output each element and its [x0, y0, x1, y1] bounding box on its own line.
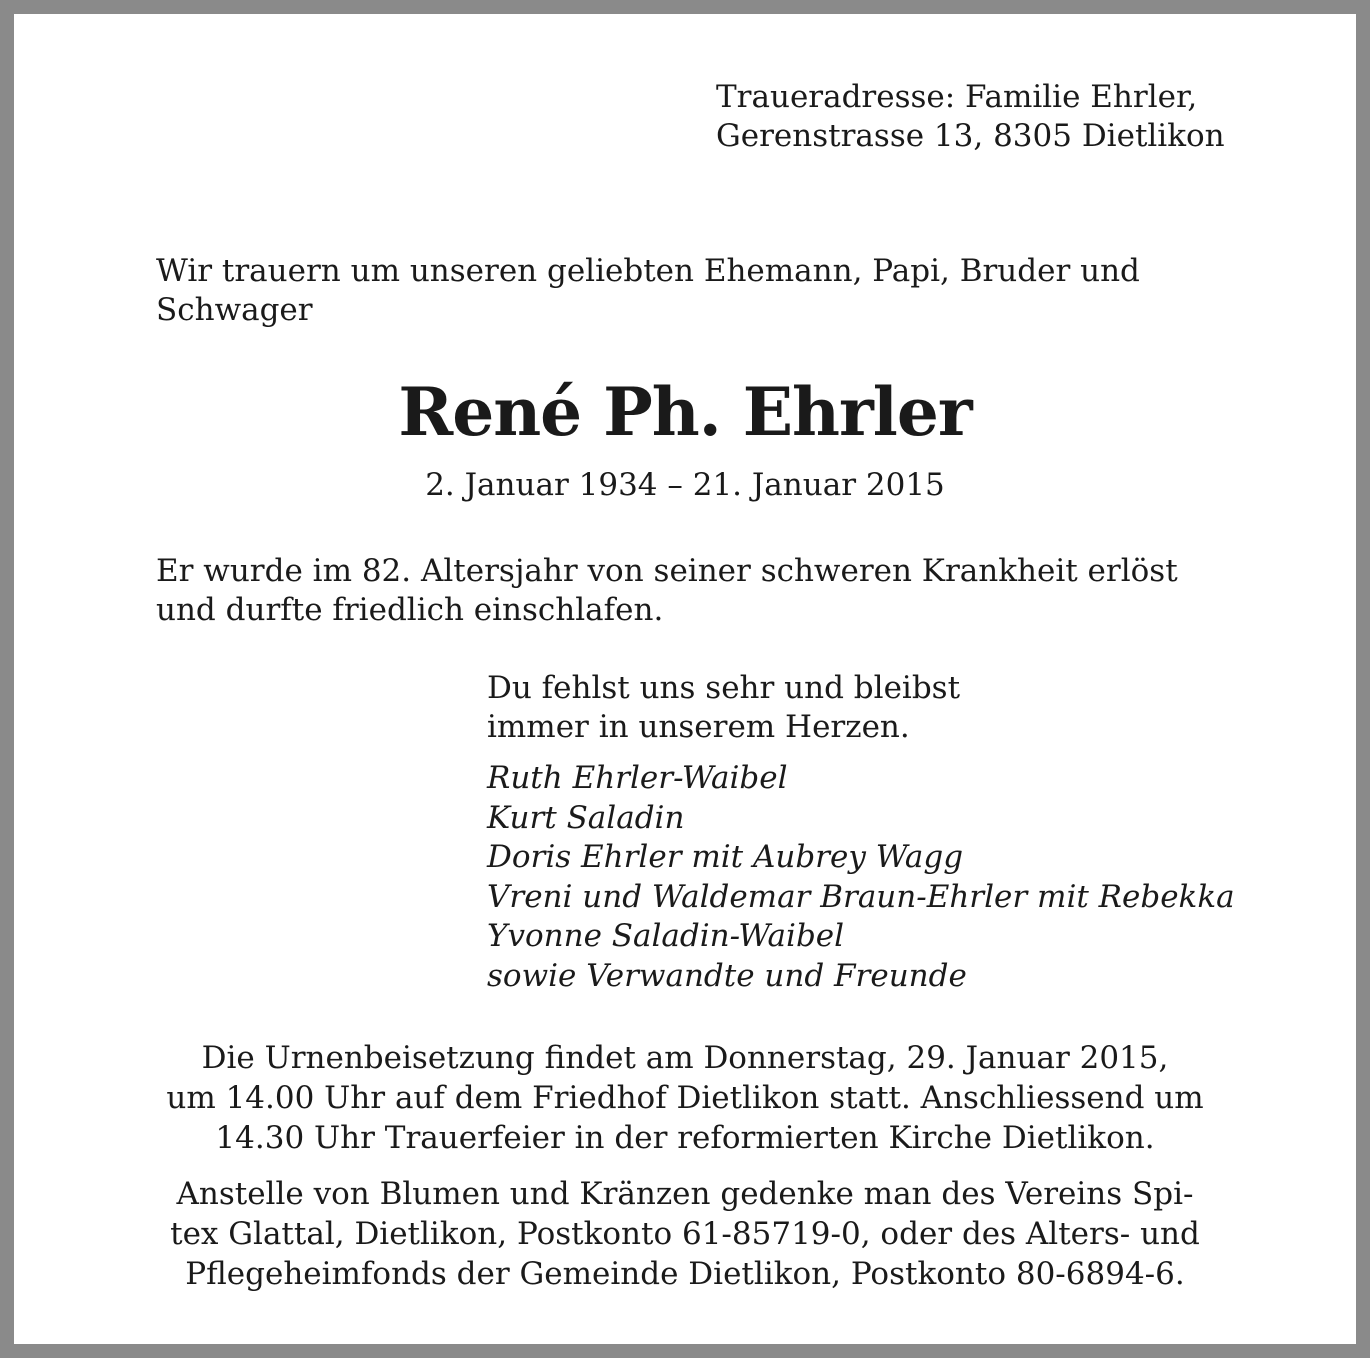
statement-text [156, 552, 1178, 630]
verse-line-1: Du fehlst uns sehr und bleibst [487, 670, 961, 706]
mourner-name: Doris Ehrler mit Aubrey Wagg [487, 839, 964, 875]
ceremony-line-3: 14.30 Uhr Trauerfeier in der reformierten Kirche Dietlikon. [215, 1120, 1155, 1156]
life-dates: 2. Januar 1934 – 21. Januar 2015 [425, 467, 945, 503]
address-line-2: Gerenstrasse 13, 8305 Dietlikon [716, 118, 1225, 154]
obituary-notice [14, 14, 1356, 1344]
donation-line-3: Pflegeheimfonds der Gemeinde Dietlikon, Postkonto 80-6894-6. [185, 1256, 1185, 1292]
mourner-name: sowie Verwandte und Freunde [487, 957, 967, 994]
mourner-name: Yvonne Saladin-Waibel [487, 918, 845, 954]
statement-line-2: und durfte friedlich einschlafen. [156, 592, 664, 628]
intro-line-1: Wir trauern um unseren geliebten Ehemann, Papi, Bruder und [156, 253, 1140, 289]
statement-line-1: Er wurde im 82. Altersjahr von seiner schweren Krankheit erlöst [156, 553, 1178, 589]
mourners-list [487, 759, 1235, 996]
donation-line-2: tex Glattal, Dietlikon, Postkonto 61-85719-0, oder des Alters- und [170, 1216, 1200, 1252]
donation-line-1: Anstelle von Blumen und Kränzen gedenke man des Vereins Spi- [176, 1176, 1194, 1212]
deceased-name: René Ph. Ehrler [398, 373, 972, 451]
ceremony-line-1: Die Urnenbeisetzung findet am Donnerstag, 29. Januar 2015, [201, 1040, 1169, 1076]
donation-note [14, 1174, 1356, 1294]
verse-line-2: immer in unserem Herzen. [487, 709, 910, 745]
intro-line-2: Schwager [156, 292, 313, 328]
mourner-name: Ruth Ehrler-Waibel [487, 760, 788, 796]
ceremony-line-2: um 14.00 Uhr auf dem Friedhof Dietlikon statt. Anschliessend um [166, 1080, 1204, 1116]
ceremony-details [14, 1038, 1356, 1158]
mourning-address [716, 78, 1225, 156]
mourner-name: Vreni und Waldemar Braun-Ehrler mit Rebekka [487, 878, 1235, 915]
verse-text [487, 669, 960, 747]
mourner-name: Kurt Saladin [487, 799, 685, 836]
intro-text [156, 252, 1140, 330]
address-line-1: Traueradresse: Familie Ehrler, [716, 79, 1198, 115]
